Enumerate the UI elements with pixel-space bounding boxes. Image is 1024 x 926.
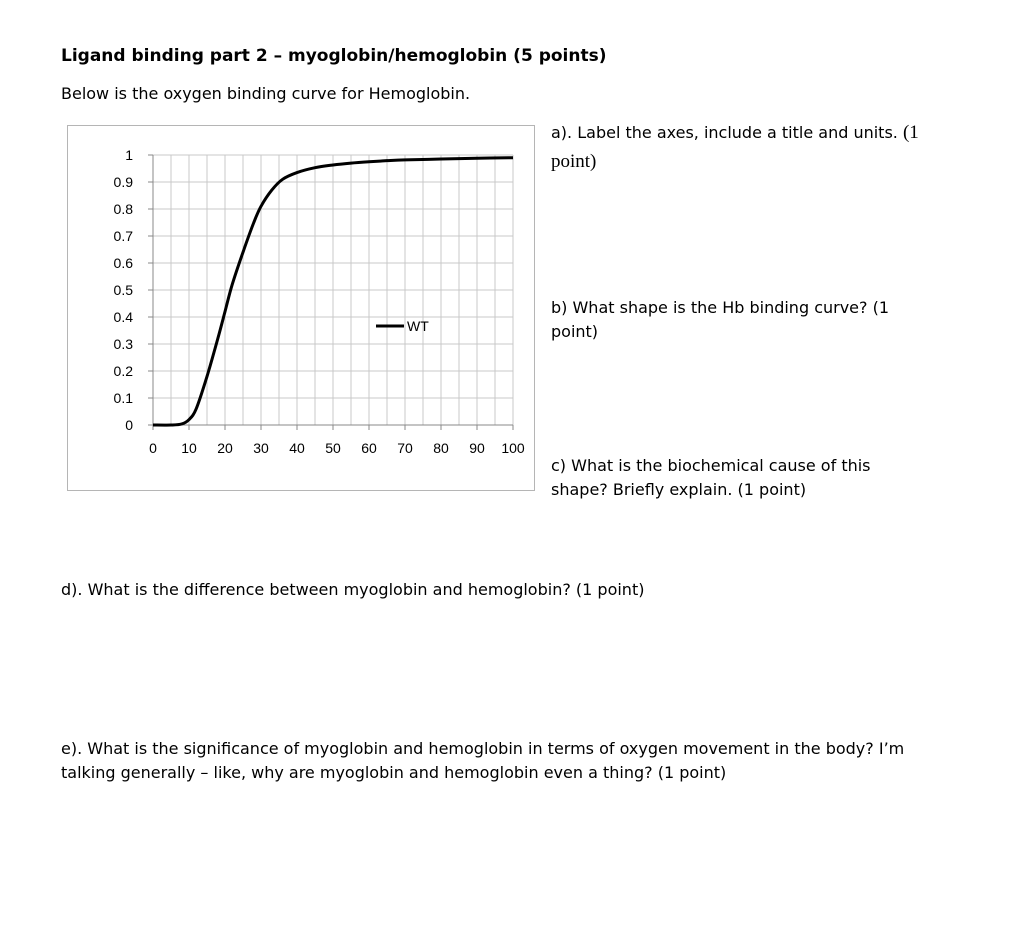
- y-tick-label: 0.7: [113, 228, 133, 244]
- y-tick-label: 0.6: [113, 255, 133, 271]
- question-b: [551, 296, 971, 344]
- question-e: [61, 737, 904, 785]
- question-a-text: a). Label the axes, include a title and units.: [551, 123, 898, 142]
- question-b-line2: point): [551, 322, 599, 341]
- y-tick-label: 0: [125, 417, 133, 433]
- x-tick-label: 100: [501, 440, 525, 456]
- x-tick-label: 80: [433, 440, 449, 456]
- x-tick-label: 20: [217, 440, 233, 456]
- intro-text: Below is the oxygen binding curve for Hemoglobin.: [61, 84, 471, 103]
- x-tick-label: 30: [253, 440, 269, 456]
- y-tick-label: 0.4: [113, 309, 133, 325]
- x-tick-label: 0: [149, 440, 157, 456]
- y-tick-label: 0.5: [113, 282, 133, 298]
- y-tick-label: 0.8: [113, 201, 133, 217]
- question-c: [551, 454, 971, 502]
- question-e-line1: e). What is the significance of myoglobin and hemoglobin in terms of oxygen movement in the body? I’m: [61, 739, 905, 758]
- question-e-line2: talking generally – like, why are myoglobin and hemoglobin even a thing? (1 point): [61, 763, 727, 782]
- chart-frame: [67, 125, 535, 491]
- question-c-line1: c) What is the biochemical cause of this: [551, 456, 871, 475]
- page-title: Ligand binding part 2 – myoglobin/hemoglobin (5 points): [61, 46, 607, 66]
- x-tick-label: 10: [181, 440, 197, 456]
- y-tick-label: 0.3: [113, 336, 133, 352]
- question-c-line2: shape? Briefly explain. (1 point): [551, 480, 807, 499]
- y-tick-label: 0.9: [113, 174, 133, 190]
- question-a-points-cont: point): [551, 151, 597, 172]
- y-tick-label: 1: [125, 147, 133, 163]
- x-tick-label: 50: [325, 440, 341, 456]
- question-d: d). What is the difference between myoglobin and hemoglobin? (1 point): [61, 580, 645, 599]
- y-tick-label: 0.2: [113, 363, 133, 379]
- y-tick-label: 0.1: [113, 390, 133, 406]
- x-tick-label: 40: [289, 440, 305, 456]
- question-a: [551, 121, 971, 179]
- question-a-points: (1: [902, 122, 919, 143]
- x-tick-label: 60: [361, 440, 377, 456]
- x-tick-label: 90: [469, 440, 485, 456]
- legend-label: WT: [407, 318, 429, 334]
- binding-curve-chart: [68, 126, 536, 492]
- question-b-line1: b) What shape is the Hb binding curve? (1: [551, 298, 890, 317]
- x-tick-label: 70: [397, 440, 413, 456]
